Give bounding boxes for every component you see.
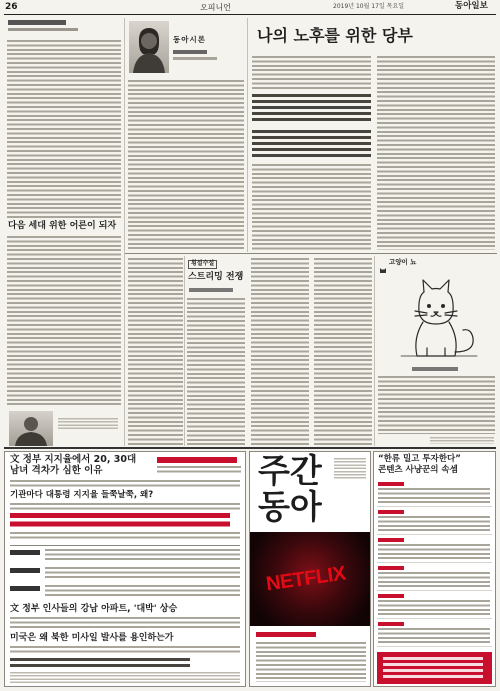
ad-text [45, 567, 240, 580]
column-title [8, 20, 66, 25]
hoengseol-headline: 스트리밍 전쟁 [188, 272, 244, 282]
masthead-logo: 동아일보 [455, 1, 488, 11]
ad-text [45, 585, 240, 598]
ad-headline: 文 정부 인사들의 강남 아파트, '대박' 상승 [10, 604, 178, 614]
section-title: 오피니언 [200, 3, 231, 12]
column-divider [184, 256, 185, 446]
left-column-headline: 다음 세대 위한 어른이 되자 [8, 221, 117, 231]
ad-item-tag [378, 566, 404, 570]
body-text [251, 258, 309, 446]
weekly-ad-right [373, 451, 496, 687]
donga-column-label: 동아시론 [173, 35, 206, 44]
ad-headline: 기관마다 대통령 지지율 들쭉날쭉, 왜? [10, 490, 154, 500]
ad-headline: 남녀 격차가 심한 이유 [10, 465, 103, 476]
ad-headline: 콘텐츠 사냥꾼의 속셈 [378, 465, 458, 475]
column-subtitle [8, 28, 78, 31]
magazine-title-bottom: 동아 [258, 487, 322, 526]
ad-headline-illegible [10, 658, 190, 667]
main-headline: 나의 노후를 위한 당부 [257, 26, 413, 45]
issue-date: 2019년 10월 17일 목요일 [333, 3, 405, 10]
comic-title: 고양이 뇨 [389, 258, 417, 266]
cover-red-band [256, 632, 316, 637]
ad-item-tag [378, 594, 404, 598]
subheadline [252, 130, 371, 157]
ad-text [10, 480, 240, 489]
body-text [378, 376, 495, 434]
body-text [7, 236, 121, 406]
comic-caption [412, 367, 458, 371]
ad-section-label [10, 568, 40, 573]
ad-red-headline [10, 513, 230, 528]
column-divider [374, 256, 375, 446]
columnist-title [173, 57, 217, 60]
ad-text [10, 617, 240, 630]
ad-headline: “한류 밀고 투자한다” [378, 454, 461, 464]
ad-list-item [377, 592, 492, 619]
cover-text [256, 642, 366, 682]
ad-item-tag [378, 622, 404, 626]
column-divider [124, 18, 125, 446]
body-text [7, 40, 121, 218]
ad-text [378, 628, 490, 644]
ad-item-tag [378, 510, 404, 514]
body-text [377, 56, 495, 250]
weekly-ad-left [4, 451, 246, 687]
ad-section-label [10, 586, 40, 591]
ad-headline: 미국은 왜 북한 미사일 발사를 용인하는가 [10, 633, 174, 643]
ad-fine-print [10, 672, 240, 684]
ad-text [378, 572, 490, 588]
ad-list-item [377, 480, 492, 507]
columnist-photo [129, 21, 169, 73]
ad-text [10, 532, 240, 541]
body-text [128, 80, 244, 250]
ad-item-tag [378, 538, 404, 542]
column-divider [247, 18, 248, 252]
header-rule [4, 14, 496, 15]
cat-illustration [377, 268, 495, 364]
body-text [252, 164, 371, 250]
author-caption [58, 418, 118, 431]
ad-list-item [377, 508, 492, 535]
ad-text [10, 503, 240, 510]
magazine-title-top: 주간 [258, 451, 322, 490]
author-photo [9, 411, 53, 446]
page-number: 26 [5, 2, 18, 12]
body-text [187, 298, 245, 446]
ad-item-tag [378, 482, 404, 486]
ad-text [378, 516, 490, 532]
subheadline [252, 94, 371, 121]
ad-headline: 文 정부 지지율에서 20, 30대 [10, 454, 137, 465]
cat-icon [379, 259, 387, 267]
comic-credit [430, 437, 494, 444]
ad-section-label [10, 550, 40, 555]
ad-text [378, 600, 490, 616]
body-text [252, 56, 371, 90]
ad-section-rule [4, 447, 496, 449]
netflix-logo: NETFLIX [264, 562, 347, 596]
hoengseol-byline [189, 288, 233, 292]
columnist-name [173, 50, 207, 54]
body-text [314, 258, 372, 446]
hoengseol-label: 횡설수설 [188, 260, 217, 269]
ad-promo-text [383, 657, 483, 679]
ad-text [45, 549, 240, 562]
ad-divider [10, 545, 240, 546]
ad-text [157, 466, 241, 475]
ad-red-tag [157, 457, 237, 463]
ad-list-item [377, 620, 492, 647]
ad-list-item [377, 564, 492, 591]
magazine-cover [249, 451, 371, 687]
section-rule [125, 253, 497, 254]
cover-issue-info [334, 458, 366, 480]
ad-list-item [377, 536, 492, 563]
ad-text [378, 544, 490, 560]
ad-text [378, 488, 490, 504]
ad-text [10, 646, 240, 655]
body-text [128, 258, 183, 446]
ad-promo-box [377, 652, 492, 684]
